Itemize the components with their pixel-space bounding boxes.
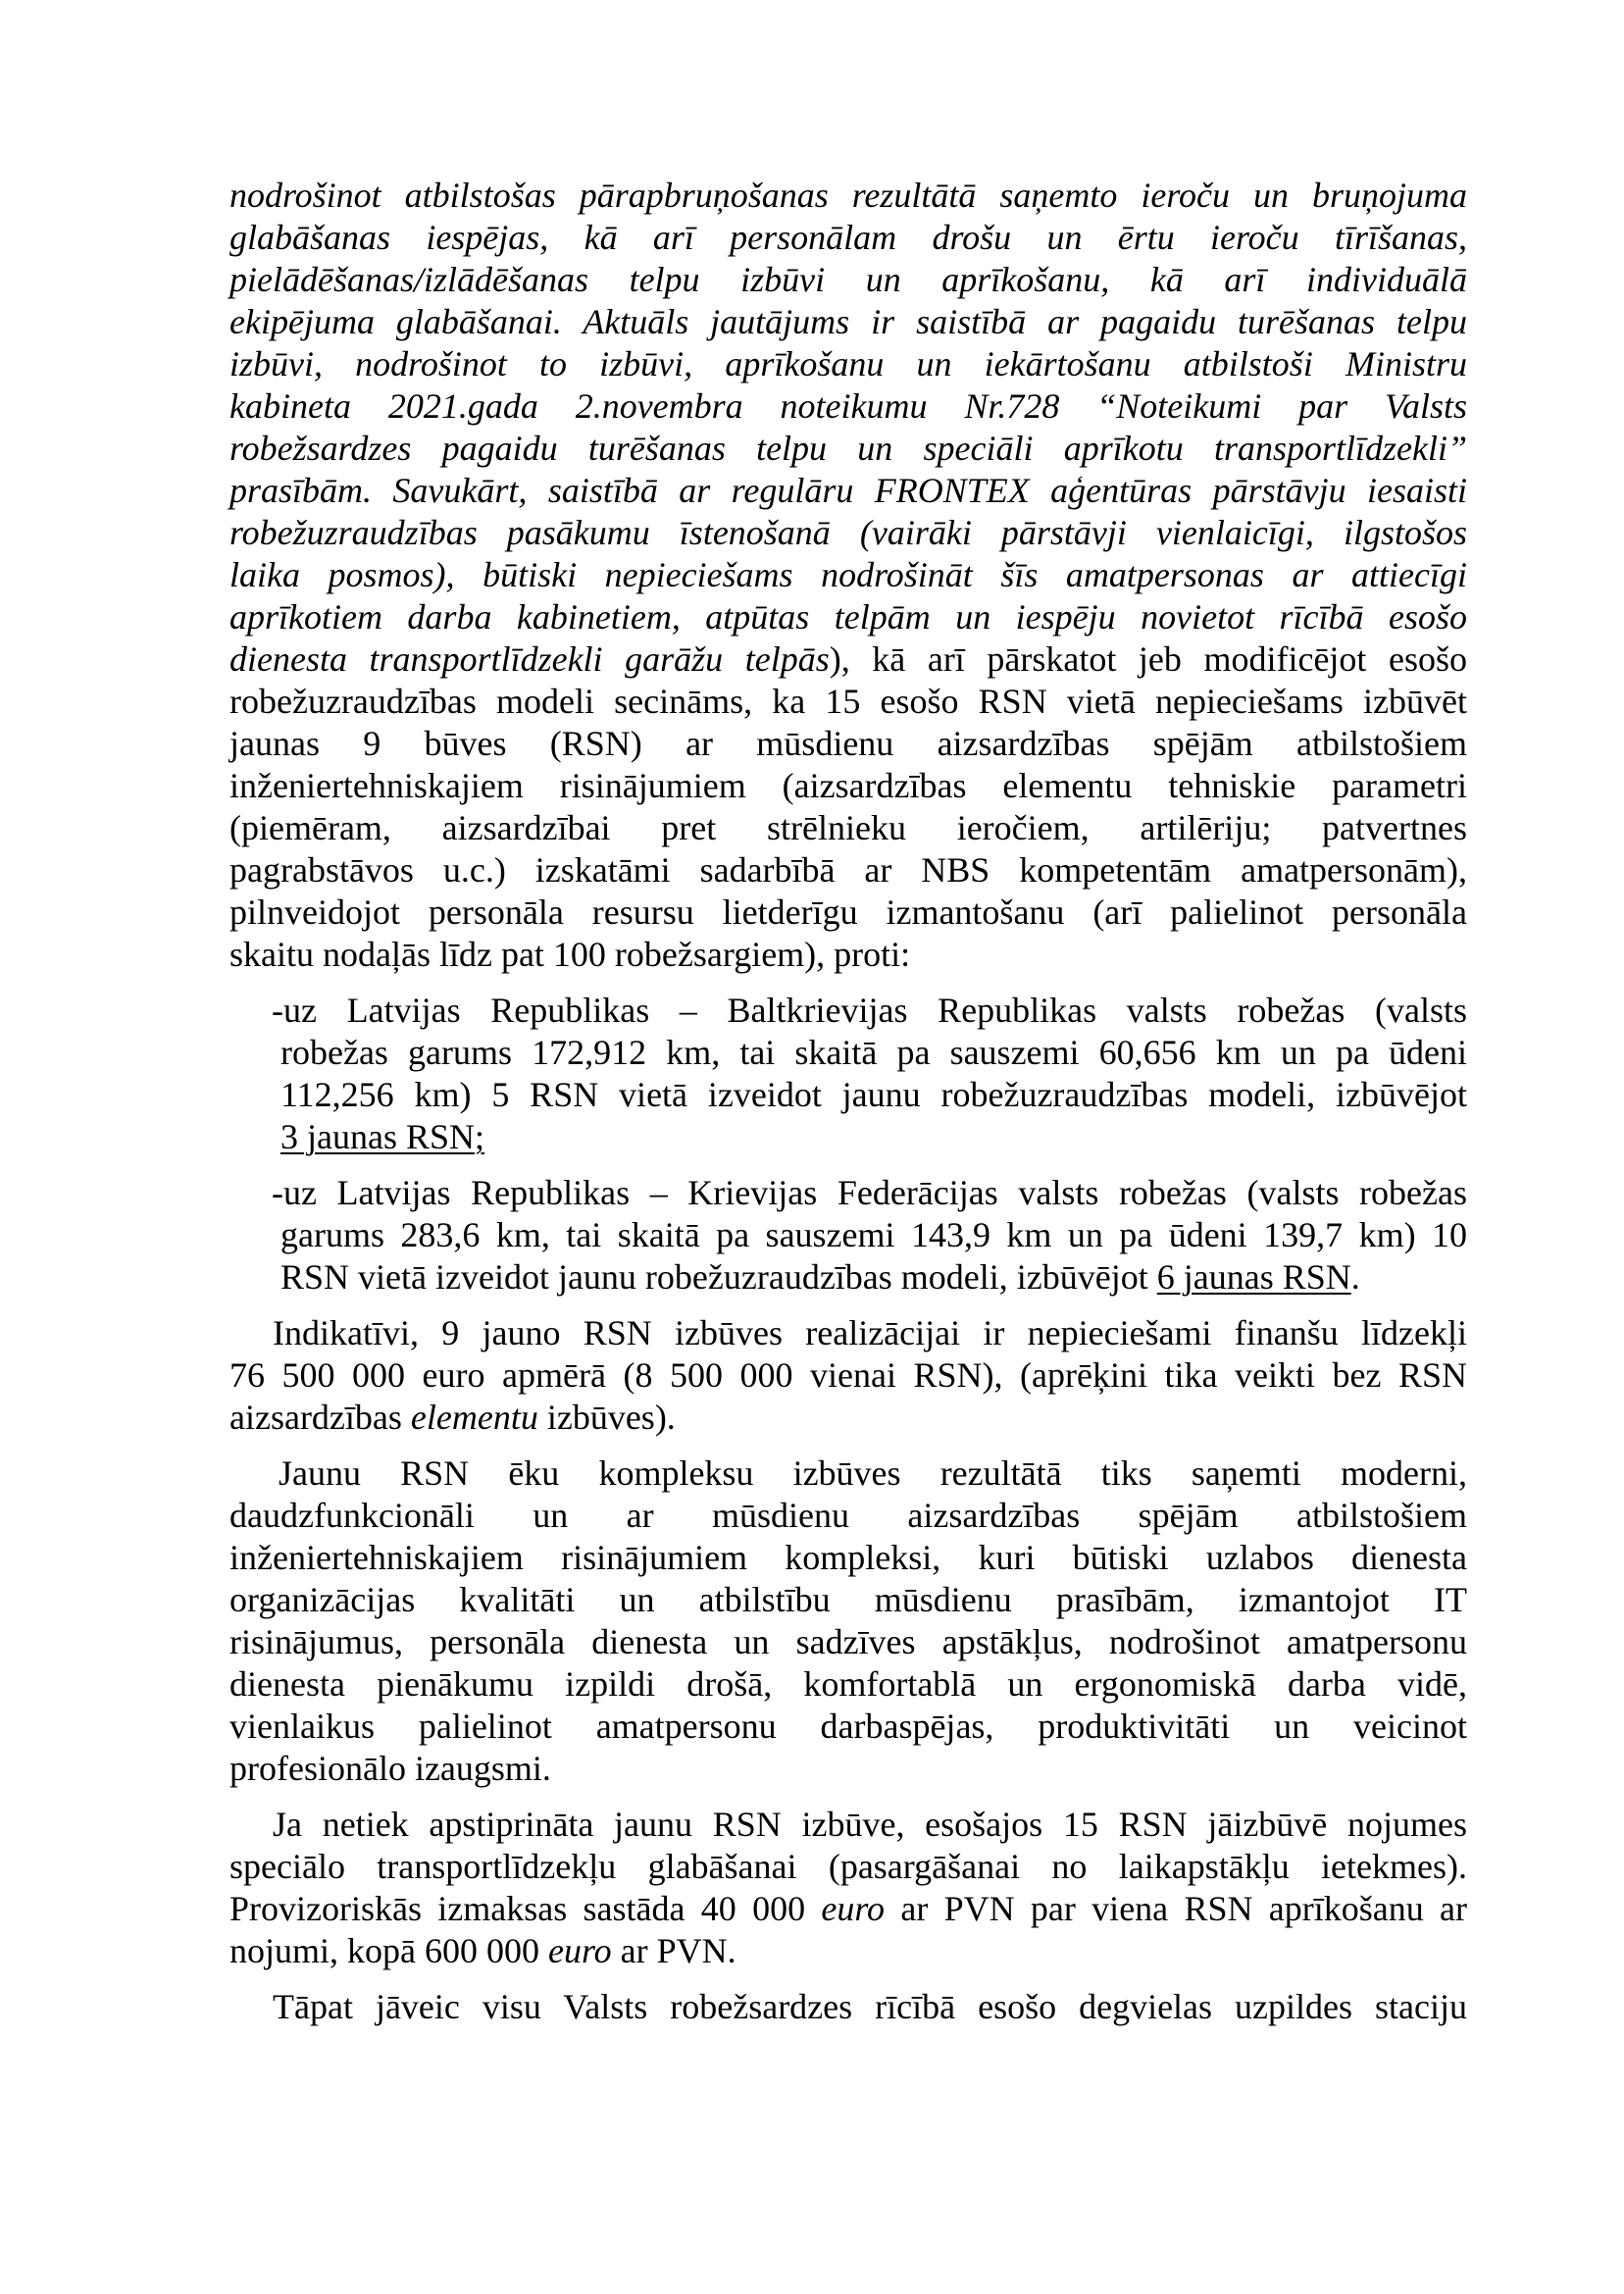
text-line: Tāpat jāveic visu Valsts robežsardzes rīcībā esošo degvielas uzpildes staciju <box>273 1987 1467 2026</box>
spacer <box>229 1158 1467 1172</box>
text-line: glabāšanas iespējas, kā arī personālam drošu un ērtu ieroču tīrīšanas, <box>229 218 1467 257</box>
text-segment: Provizoriskās izmaksas sastāda 40 000 <box>229 1889 822 1928</box>
text-line: ekipējuma glabāšanai. Aktuāls jautājums ir saistībā ar pagaidu turēšanas telpu <box>229 302 1467 341</box>
text-line: Jaunu RSN ēku kompleksu izbūves rezultātā tiks saņemti moderni, <box>279 1453 1467 1493</box>
text-line <box>229 1116 1467 1158</box>
spacer <box>229 1299 1467 1312</box>
list-item-belarus-border <box>229 990 1467 1158</box>
text-line: daudzfunkcionāli un ar mūsdienu aizsardzības spējām atbilstošiem <box>229 1496 1467 1535</box>
text-line: profesionālo izaugsmi. <box>229 1749 551 1788</box>
text-segment: ar PVN par viena RSN aprīkošanu ar <box>885 1889 1467 1928</box>
text-line: robežas garums 172,912 km, tai skaitā pa sauszemi 60,656 km un pa ūdeni <box>280 1033 1467 1072</box>
text-line: robežuzraudzības modeli secināms, ka 15 esošo RSN vietā nepieciešams izbūvēt <box>229 682 1467 721</box>
text-segment: . <box>1350 1257 1360 1297</box>
italic-segment: euro <box>547 1931 612 1970</box>
text-line: (piemēram, aizsardzībai pret strēlnieku ieročiem, artilēriju; patvertnes <box>229 808 1467 847</box>
text-line: inženiertehniskajiem risinājumiem (aizsardzības elementu tehniskie parametri <box>229 766 1467 805</box>
underlined-text: 3 jaunas RSN; <box>280 1117 485 1156</box>
list-item-russia-border <box>229 1172 1467 1299</box>
underlined-text: 6 jaunas RSN <box>1156 1257 1351 1297</box>
text-line: pielādēšanas/izlādēšanas telpu izbūvi un aprīkošanu, kā arī individuālā <box>229 260 1467 299</box>
text-line: aprīkotiem darba kabinetiem, atpūtas telpām un iespēju novietot rīcībā esošo <box>229 597 1467 637</box>
text-line <box>229 1930 1467 1972</box>
text-line-mixed <box>229 638 1467 681</box>
italic-segment: elementu <box>410 1398 538 1437</box>
text-line: robežsardzes pagaidu turēšanas telpu un speciāli aprīkotu transportlīdzekli” <box>229 429 1467 468</box>
text-segment: aizsardzības <box>229 1398 411 1437</box>
text-line <box>229 1256 1467 1299</box>
text-segment: ar PVN. <box>611 1931 736 1970</box>
text-line: skaitu nodaļās līdz pat 100 robežsargiem), proti: <box>229 935 911 974</box>
text-line: prasībām. Savukārt, saistībā ar regulāru FRONTEX aģentūras pārstāvju iesaisti <box>229 471 1467 510</box>
text-segment: RSN vietā izveidot jaunu robežuzraudzības modeli, izbūvējot <box>280 1257 1157 1297</box>
text-line: 76 500 000 euro apmērā (8 500 000 vienai RSN), (aprēķini tika veikti bez RSN <box>229 1355 1467 1395</box>
text-line: risinājumus, personāla dienesta un sadzīves apstākļus, nodrošinot amatpersonu <box>229 1622 1467 1661</box>
text-line: Ja netiek apstiprināta jaunu RSN izbūve, esošajos 15 RSN jāizbūvē nojumes <box>273 1805 1467 1844</box>
paragraph-shelters <box>229 1804 1467 1972</box>
text-line: pagrabstāvos u.c.) izskatāmi sadarbībā ar NBS kompetentām amatpersonām), <box>229 850 1467 890</box>
text-line: vienlaikus palielinot amatpersonu darbaspējas, produktivitāti un veicinot <box>229 1707 1467 1746</box>
paragraph-funding <box>229 1312 1467 1439</box>
text-line <box>229 1888 1467 1930</box>
paragraph-fuel-stations <box>229 1986 1467 2028</box>
text-line: speciālo transportlīdzekļu glabāšanai (pasargāšanai no laikapstākļu ietekmes). <box>229 1847 1467 1886</box>
document-page <box>229 175 1467 2028</box>
italic-segment: dienesta transportlīdzekli garāžu telpās <box>229 639 830 679</box>
regular-segment: ), kā arī pārskatot jeb modificējot esošo <box>829 639 1467 679</box>
text-line: nodrošinot atbilstošas pārapbruņošanas rezultātā saņemto ieroču un bruņojuma <box>229 176 1467 215</box>
text-line: garums 283,6 km, tai skaitā pa sauszemi 143,9 km un pa ūdeni 139,7 km) 10 <box>280 1215 1467 1254</box>
text-line: -uz Latvijas Republikas – Baltkrievijas Republikas valsts robežas (valsts <box>272 991 1467 1030</box>
text-line: dienesta pienākumu izpildi drošā, komfortablā un ergonomiskā darba vidē, <box>229 1664 1467 1704</box>
text-line: jaunas 9 būves (RSN) ar mūsdienu aizsardzības spējām atbilstošiem <box>229 724 1467 763</box>
text-segment: izbūves). <box>537 1398 676 1437</box>
spacer <box>229 1972 1467 1986</box>
text-line: kabineta 2021.gada 2.novembra noteikumu Nr.728 “Noteikumi par Valsts <box>229 386 1467 426</box>
text-line <box>229 1397 1467 1439</box>
paragraph-results <box>229 1453 1467 1790</box>
italic-segment: euro <box>821 1889 886 1928</box>
text-line: robežuzraudzības pasākumu īstenošanā (vairāki pārstāvji vienlaicīgi, ilgstošos <box>229 513 1467 552</box>
text-line: 112,256 km) 5 RSN vietā izveidot jaunu robežuzraudzības modeli, izbūvējot <box>280 1075 1467 1114</box>
text-segment: nojumi, kopā 600 000 <box>229 1931 548 1970</box>
spacer <box>229 1439 1467 1453</box>
text-line: organizācijas kvalitāti un atbilstību mūsdienu prasībām, izmantojot IT <box>229 1580 1467 1619</box>
text-line: laika posmos), būtiski nepieciešams nodrošināt šīs amatpersonas ar attiecīgi <box>229 555 1467 594</box>
text-line: Indikatīvi, 9 jauno RSN izbūves realizācijai ir nepieciešami finanšu līdzekļi <box>273 1313 1467 1352</box>
text-line: pilnveidojot personāla resursu lietderīgu izmantošanu (arī palielinot personāla <box>229 892 1467 932</box>
text-line: -uz Latvijas Republikas – Krievijas Federācijas valsts robežas (valsts robežas <box>272 1173 1467 1212</box>
text-line: izbūvi, nodrošinot to izbūvi, aprīkošanu un iekārtošanu atbilstoši Ministru <box>229 344 1467 383</box>
spacer <box>229 1790 1467 1804</box>
spacer <box>229 976 1467 990</box>
paragraph-continued <box>229 175 1467 976</box>
text-line: inženiertehniskajiem risinājumiem kompleksi, kuri būtiski uzlabos dienesta <box>229 1538 1467 1577</box>
